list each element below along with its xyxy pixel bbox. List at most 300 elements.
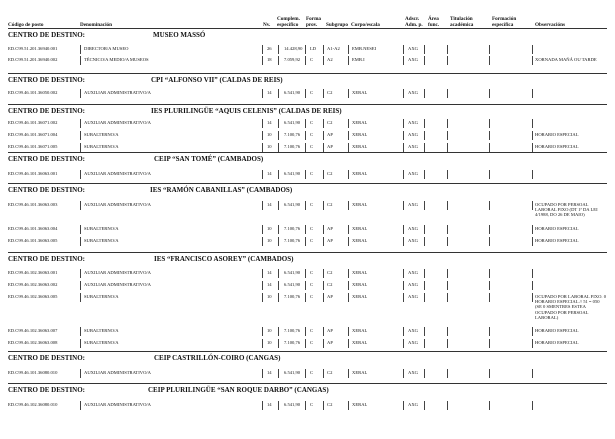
cell-code: ED.C99.46.101.36063.004 bbox=[8, 226, 58, 231]
column-divider bbox=[348, 119, 349, 128]
cell-comp: 6.541,90 bbox=[284, 171, 301, 176]
cell-obs: HORARIO ESPECIAL bbox=[535, 340, 579, 345]
cell-nv: 14 bbox=[267, 402, 272, 407]
cell-nv: 14 bbox=[267, 120, 272, 125]
cell-sub: AP bbox=[327, 226, 333, 231]
header-titulacion-2: académica bbox=[450, 22, 474, 28]
header-formacion-1: Formación bbox=[492, 16, 517, 22]
column-divider bbox=[348, 281, 349, 290]
section-rule bbox=[8, 152, 607, 153]
section-name: CEIP CASTRILLÓN-COIRO (CANGAS) bbox=[154, 354, 281, 362]
column-divider bbox=[278, 237, 279, 246]
section-label: CENTRO DE DESTINO: bbox=[8, 76, 86, 84]
column-divider bbox=[447, 225, 448, 234]
cell-forma: C bbox=[310, 144, 314, 149]
cell-forma: C bbox=[310, 238, 314, 243]
column-divider bbox=[348, 327, 349, 336]
cell-forma: C bbox=[310, 120, 314, 125]
section-rule bbox=[8, 383, 607, 384]
cell-den: SUBALTERNO/A bbox=[84, 132, 119, 137]
column-divider bbox=[278, 45, 279, 54]
column-divider bbox=[532, 281, 533, 290]
cell-obs: HORARIO ESPECIAL bbox=[535, 226, 579, 231]
cell-obs: XORNADA MAÑÁ OU TARDE bbox=[535, 57, 597, 62]
column-divider bbox=[489, 369, 490, 378]
column-divider bbox=[323, 45, 324, 54]
column-divider bbox=[80, 269, 81, 278]
cell-nv: 10 bbox=[267, 226, 272, 231]
column-divider bbox=[278, 119, 279, 128]
column-divider bbox=[447, 339, 448, 348]
column-divider bbox=[447, 237, 448, 246]
column-divider bbox=[323, 269, 324, 278]
column-divider bbox=[348, 201, 349, 210]
column-divider bbox=[489, 143, 490, 152]
column-divider bbox=[278, 225, 279, 234]
column-divider bbox=[532, 45, 533, 54]
cell-sub: C2 bbox=[327, 202, 333, 207]
header-adscr-2: Adm. p. bbox=[405, 22, 423, 28]
column-divider bbox=[532, 237, 533, 246]
column-divider bbox=[262, 269, 263, 278]
column-divider bbox=[489, 201, 490, 210]
cell-comp: 6.541,90 bbox=[284, 202, 301, 207]
column-divider bbox=[348, 293, 349, 302]
cell-corpo: XERAL bbox=[352, 226, 368, 231]
cell-corpo: XERAL bbox=[352, 340, 368, 345]
cell-comp: 6.541,90 bbox=[284, 402, 301, 407]
cell-comp: 6.541,90 bbox=[284, 120, 301, 125]
header-adscr-1: Adscr. bbox=[405, 16, 420, 22]
cell-comp: 7.059,92 bbox=[284, 57, 301, 62]
column-divider bbox=[348, 339, 349, 348]
column-divider bbox=[278, 339, 279, 348]
cell-sub: C2 bbox=[327, 402, 333, 407]
cell-code: ED.C99.46.101.36071.002 bbox=[8, 120, 58, 125]
column-divider bbox=[424, 225, 425, 234]
cell-den: AUXILIAR ADMINISTRATIVO/A bbox=[84, 282, 151, 287]
cell-sub: C2 bbox=[327, 171, 333, 176]
column-divider bbox=[262, 339, 263, 348]
header-observacions: Observacións bbox=[535, 22, 565, 28]
column-divider bbox=[323, 327, 324, 336]
column-divider bbox=[305, 170, 306, 179]
cell-sub: A2 bbox=[327, 57, 333, 62]
cell-den: TÉCNICO/A MEDIO/A MUSEOS bbox=[84, 57, 149, 62]
cell-sub: C2 bbox=[327, 90, 333, 95]
column-divider bbox=[424, 401, 425, 410]
column-divider bbox=[348, 225, 349, 234]
cell-adscr: AXG bbox=[408, 120, 418, 125]
cell-adscr: AXG bbox=[408, 402, 418, 407]
cell-forma: C bbox=[310, 90, 314, 95]
cell-code: ED.C99.46.102.36080.010 bbox=[8, 402, 58, 407]
column-divider bbox=[305, 281, 306, 290]
column-divider bbox=[403, 293, 404, 302]
cell-obs: OCUPADO POR PERSOAL LABORAL FIXO (DT 1ª DA LEI 4/1988, DO 26 DE MAIO) bbox=[535, 202, 598, 218]
cell-comp: 14.428,90 bbox=[284, 46, 303, 51]
cell-adscr: AXG bbox=[408, 328, 418, 333]
section-rule bbox=[8, 351, 607, 352]
column-divider bbox=[305, 401, 306, 410]
column-divider bbox=[424, 339, 425, 348]
cell-nv: 14 bbox=[267, 270, 272, 275]
cell-forma: C bbox=[310, 340, 314, 345]
column-divider bbox=[278, 401, 279, 410]
section-label: CENTRO DE DESTINO: bbox=[8, 107, 86, 115]
column-divider bbox=[403, 45, 404, 54]
column-divider bbox=[532, 201, 533, 210]
column-divider bbox=[305, 89, 306, 98]
section-name: IES “RAMÓN CABANILLAS” (CAMBADOS) bbox=[150, 186, 293, 194]
header-subgrupo: Subgrupo bbox=[326, 22, 348, 28]
column-divider bbox=[305, 131, 306, 140]
column-divider bbox=[403, 281, 404, 290]
column-divider bbox=[262, 143, 263, 152]
cell-forma: C bbox=[310, 294, 314, 299]
column-divider bbox=[262, 119, 263, 128]
column-divider bbox=[80, 131, 81, 140]
column-divider bbox=[489, 269, 490, 278]
section-rule bbox=[8, 73, 607, 74]
cell-code: ED.C99.46.102.36063.007 bbox=[8, 328, 58, 333]
cell-nv: 10 bbox=[267, 328, 272, 333]
column-divider bbox=[80, 225, 81, 234]
column-divider bbox=[262, 369, 263, 378]
column-divider bbox=[532, 170, 533, 179]
column-divider bbox=[305, 369, 306, 378]
cell-code: ED.C99.46.102.36063.005 bbox=[8, 294, 58, 299]
column-divider bbox=[323, 56, 324, 65]
column-divider bbox=[80, 327, 81, 336]
cell-corpo: XERAL bbox=[352, 294, 368, 299]
cell-den: SUBALTERNO/A bbox=[84, 328, 119, 333]
column-divider bbox=[323, 225, 324, 234]
cell-den: AUXILIAR ADMINISTRATIVO/A bbox=[84, 270, 151, 275]
header-codigo: Código de posto bbox=[8, 22, 44, 28]
cell-forma: C bbox=[310, 202, 314, 207]
cell-den: SUBALTERNO/A bbox=[84, 238, 119, 243]
cell-comp: 7.100,76 bbox=[284, 132, 301, 137]
cell-comp: 7.100,76 bbox=[284, 294, 301, 299]
column-divider bbox=[80, 143, 81, 152]
column-divider bbox=[80, 56, 81, 65]
column-divider bbox=[532, 339, 533, 348]
column-divider bbox=[278, 327, 279, 336]
column-divider bbox=[262, 225, 263, 234]
column-divider bbox=[278, 131, 279, 140]
cell-adscr: AXG bbox=[408, 46, 418, 51]
section-label: CENTRO DE DESTINO: bbox=[8, 155, 86, 163]
column-divider bbox=[348, 56, 349, 65]
cell-den: SUBALTERNO/A bbox=[84, 144, 119, 149]
cell-den: AUXILIAR ADMINISTRATIVO/A bbox=[84, 202, 151, 207]
column-divider bbox=[489, 225, 490, 234]
cell-code: ED.C99.51.201.36940.002 bbox=[8, 57, 58, 62]
column-divider bbox=[262, 401, 263, 410]
column-divider bbox=[262, 45, 263, 54]
column-divider bbox=[403, 225, 404, 234]
column-divider bbox=[323, 143, 324, 152]
column-divider bbox=[489, 89, 490, 98]
column-divider bbox=[447, 401, 448, 410]
column-divider bbox=[532, 119, 533, 128]
cell-sub: C2 bbox=[327, 282, 333, 287]
column-divider bbox=[447, 143, 448, 152]
column-divider bbox=[447, 56, 448, 65]
column-divider bbox=[447, 45, 448, 54]
cell-adscr: AXG bbox=[408, 270, 418, 275]
cell-den: SUBALTERNO/A bbox=[84, 294, 119, 299]
header-nivel: Nv. bbox=[263, 22, 271, 28]
column-divider bbox=[424, 293, 425, 302]
column-divider bbox=[403, 119, 404, 128]
cell-sub: A1-A2 bbox=[327, 46, 340, 51]
section-rule bbox=[8, 104, 607, 105]
column-divider bbox=[489, 339, 490, 348]
column-divider bbox=[80, 201, 81, 210]
column-divider bbox=[348, 89, 349, 98]
column-divider bbox=[447, 89, 448, 98]
cell-adscr: AXG bbox=[408, 132, 418, 137]
column-divider bbox=[403, 269, 404, 278]
column-divider bbox=[403, 143, 404, 152]
cell-sub: AP bbox=[327, 340, 333, 345]
cell-den: SUBALTERNO/A bbox=[84, 226, 119, 231]
cell-adscr: AXG bbox=[408, 340, 418, 345]
column-divider bbox=[348, 401, 349, 410]
column-divider bbox=[447, 327, 448, 336]
column-divider bbox=[278, 89, 279, 98]
column-divider bbox=[424, 45, 425, 54]
column-divider bbox=[305, 56, 306, 65]
cell-corpo: XERAL bbox=[352, 90, 368, 95]
column-divider bbox=[305, 269, 306, 278]
column-divider bbox=[403, 56, 404, 65]
cell-obs: HORARIO ESPECIAL bbox=[535, 144, 579, 149]
column-divider bbox=[305, 339, 306, 348]
cell-nv: 14 bbox=[267, 90, 272, 95]
column-divider bbox=[278, 369, 279, 378]
section-label: CENTRO DE DESTINO: bbox=[8, 386, 86, 394]
column-divider bbox=[278, 143, 279, 152]
column-divider bbox=[532, 293, 533, 302]
header-formacion-2: específica bbox=[492, 22, 514, 28]
cell-code: ED.C99.46.101.36050.002 bbox=[8, 90, 58, 95]
cell-nv: 10 bbox=[267, 238, 272, 243]
cell-comp: 6.541,90 bbox=[284, 282, 301, 287]
column-divider bbox=[262, 237, 263, 246]
cell-adscr: AXG bbox=[408, 202, 418, 207]
column-divider bbox=[403, 369, 404, 378]
cell-corpo: XERAL bbox=[352, 202, 368, 207]
cell-nv: 14 bbox=[267, 202, 272, 207]
column-divider bbox=[262, 201, 263, 210]
column-divider bbox=[278, 269, 279, 278]
section-label: CENTRO DE DESTINO: bbox=[8, 186, 86, 194]
column-divider bbox=[489, 293, 490, 302]
cell-den: AUXILIAR ADMINISTRATIVO/A bbox=[84, 90, 151, 95]
column-divider bbox=[403, 339, 404, 348]
cell-forma: C bbox=[310, 282, 314, 287]
cell-comp: 6.541,90 bbox=[284, 370, 301, 375]
column-divider bbox=[323, 89, 324, 98]
column-divider bbox=[489, 401, 490, 410]
column-divider bbox=[323, 293, 324, 302]
column-divider bbox=[532, 269, 533, 278]
section-name: MUSEO MASSÓ bbox=[153, 31, 206, 39]
column-divider bbox=[323, 170, 324, 179]
column-divider bbox=[424, 269, 425, 278]
column-divider bbox=[80, 119, 81, 128]
cell-comp: 6.541,90 bbox=[284, 270, 301, 275]
cell-comp: 7.100,76 bbox=[284, 340, 301, 345]
section-rule bbox=[8, 252, 607, 253]
column-divider bbox=[532, 369, 533, 378]
section-name: IES PLURILINGÜE “AQUIS CELENIS” (CALDAS DE REIS) bbox=[151, 107, 342, 115]
cell-corpo: XERAL bbox=[352, 328, 368, 333]
cell-sub: C2 bbox=[327, 120, 333, 125]
column-divider bbox=[447, 119, 448, 128]
column-divider bbox=[424, 281, 425, 290]
column-divider bbox=[348, 170, 349, 179]
cell-corpo: XERAL bbox=[352, 144, 368, 149]
column-divider bbox=[80, 170, 81, 179]
column-divider bbox=[305, 119, 306, 128]
column-divider bbox=[80, 237, 81, 246]
column-divider bbox=[403, 327, 404, 336]
cell-adscr: AXG bbox=[408, 226, 418, 231]
column-divider bbox=[532, 143, 533, 152]
cell-nv: 18 bbox=[267, 57, 272, 62]
column-divider bbox=[424, 143, 425, 152]
cell-corpo: XERAL bbox=[352, 370, 368, 375]
cell-nv: 14 bbox=[267, 171, 272, 176]
cell-sub: AP bbox=[327, 144, 333, 149]
column-divider bbox=[80, 401, 81, 410]
cell-forma: C bbox=[310, 370, 314, 375]
column-divider bbox=[323, 237, 324, 246]
column-divider bbox=[403, 89, 404, 98]
cell-code: ED.C99.46.101.36063.001 bbox=[8, 171, 58, 176]
column-divider bbox=[323, 369, 324, 378]
column-divider bbox=[262, 170, 263, 179]
cell-den: AUXILIAR ADMINISTRATIVO/A bbox=[84, 120, 151, 125]
cell-sub: AP bbox=[327, 294, 333, 299]
column-divider bbox=[447, 201, 448, 210]
column-divider bbox=[403, 201, 404, 210]
cell-nv: 10 bbox=[267, 144, 272, 149]
cell-code: ED.C99.46.102.36063.008 bbox=[8, 340, 58, 345]
header-forma-2: prov. bbox=[306, 22, 318, 28]
column-divider bbox=[489, 170, 490, 179]
column-divider bbox=[278, 170, 279, 179]
cell-comp: 7.100,76 bbox=[284, 144, 301, 149]
column-divider bbox=[424, 327, 425, 336]
column-divider bbox=[262, 327, 263, 336]
cell-code: ED.C99.46.102.36063.001 bbox=[8, 270, 58, 275]
column-divider bbox=[489, 327, 490, 336]
column-divider bbox=[489, 45, 490, 54]
cell-sub: C2 bbox=[327, 270, 333, 275]
column-divider bbox=[348, 237, 349, 246]
column-divider bbox=[489, 131, 490, 140]
column-divider bbox=[403, 401, 404, 410]
column-divider bbox=[532, 327, 533, 336]
cell-sub: C2 bbox=[327, 370, 333, 375]
column-divider bbox=[447, 281, 448, 290]
column-divider bbox=[80, 281, 81, 290]
cell-corpo: XERAL bbox=[352, 238, 368, 243]
column-divider bbox=[348, 131, 349, 140]
cell-adscr: AXG bbox=[408, 238, 418, 243]
cell-corpo: XERAL bbox=[352, 120, 368, 125]
cell-adscr: AXG bbox=[408, 370, 418, 375]
cell-comp: 7.100,76 bbox=[284, 238, 301, 243]
cell-den: AUXILIAR ADMINISTRATIVO/A bbox=[84, 171, 151, 176]
column-divider bbox=[489, 56, 490, 65]
column-divider bbox=[424, 89, 425, 98]
column-divider bbox=[403, 170, 404, 179]
cell-code: ED.C99.46.102.36063.002 bbox=[8, 282, 58, 287]
cell-adscr: AXG bbox=[408, 57, 418, 62]
cell-den: SUBALTERNO/A bbox=[84, 340, 119, 345]
cell-den: AUXILIAR ADMINISTRATIVO/A bbox=[84, 402, 151, 407]
column-divider bbox=[447, 269, 448, 278]
cell-adscr: AXG bbox=[408, 171, 418, 176]
header-area-2: func. bbox=[428, 22, 440, 28]
cell-nv: 14 bbox=[267, 282, 272, 287]
cell-code: ED.C99.46.101.36080.010 bbox=[8, 370, 58, 375]
header-area-1: Área bbox=[428, 16, 439, 22]
section-label: CENTRO DE DESTINO: bbox=[8, 354, 86, 362]
column-divider bbox=[532, 56, 533, 65]
column-divider bbox=[447, 131, 448, 140]
cell-obs: HORARIO ESPECIAL bbox=[535, 132, 579, 137]
cell-corpo: EMB.I bbox=[352, 57, 365, 62]
cell-nv: 10 bbox=[267, 294, 272, 299]
column-divider bbox=[305, 327, 306, 336]
cell-corpo: XERAL bbox=[352, 402, 368, 407]
cell-code: ED.C99.46.101.36063.005 bbox=[8, 238, 58, 243]
cell-sub: AP bbox=[327, 328, 333, 333]
column-divider bbox=[80, 89, 81, 98]
header-complemento-2: específico bbox=[277, 22, 299, 28]
cell-obs: HORARIO ESPECIAL bbox=[535, 328, 579, 333]
cell-forma: C bbox=[310, 57, 314, 62]
column-divider bbox=[348, 143, 349, 152]
column-divider bbox=[323, 281, 324, 290]
cell-adscr: AXG bbox=[408, 282, 418, 287]
column-divider bbox=[424, 131, 425, 140]
column-divider bbox=[323, 339, 324, 348]
column-divider bbox=[348, 369, 349, 378]
section-name: CPI “ALFONSO VII” (CALDAS DE REIS) bbox=[151, 76, 283, 84]
column-divider bbox=[424, 237, 425, 246]
cell-corpo: XERAL bbox=[352, 132, 368, 137]
column-divider bbox=[532, 131, 533, 140]
column-divider bbox=[424, 56, 425, 65]
column-divider bbox=[80, 45, 81, 54]
column-divider bbox=[305, 225, 306, 234]
column-divider bbox=[80, 339, 81, 348]
column-divider bbox=[403, 237, 404, 246]
column-divider bbox=[323, 201, 324, 210]
cell-nv: 10 bbox=[267, 340, 272, 345]
column-divider bbox=[323, 119, 324, 128]
column-divider bbox=[305, 143, 306, 152]
cell-forma: C bbox=[310, 132, 314, 137]
